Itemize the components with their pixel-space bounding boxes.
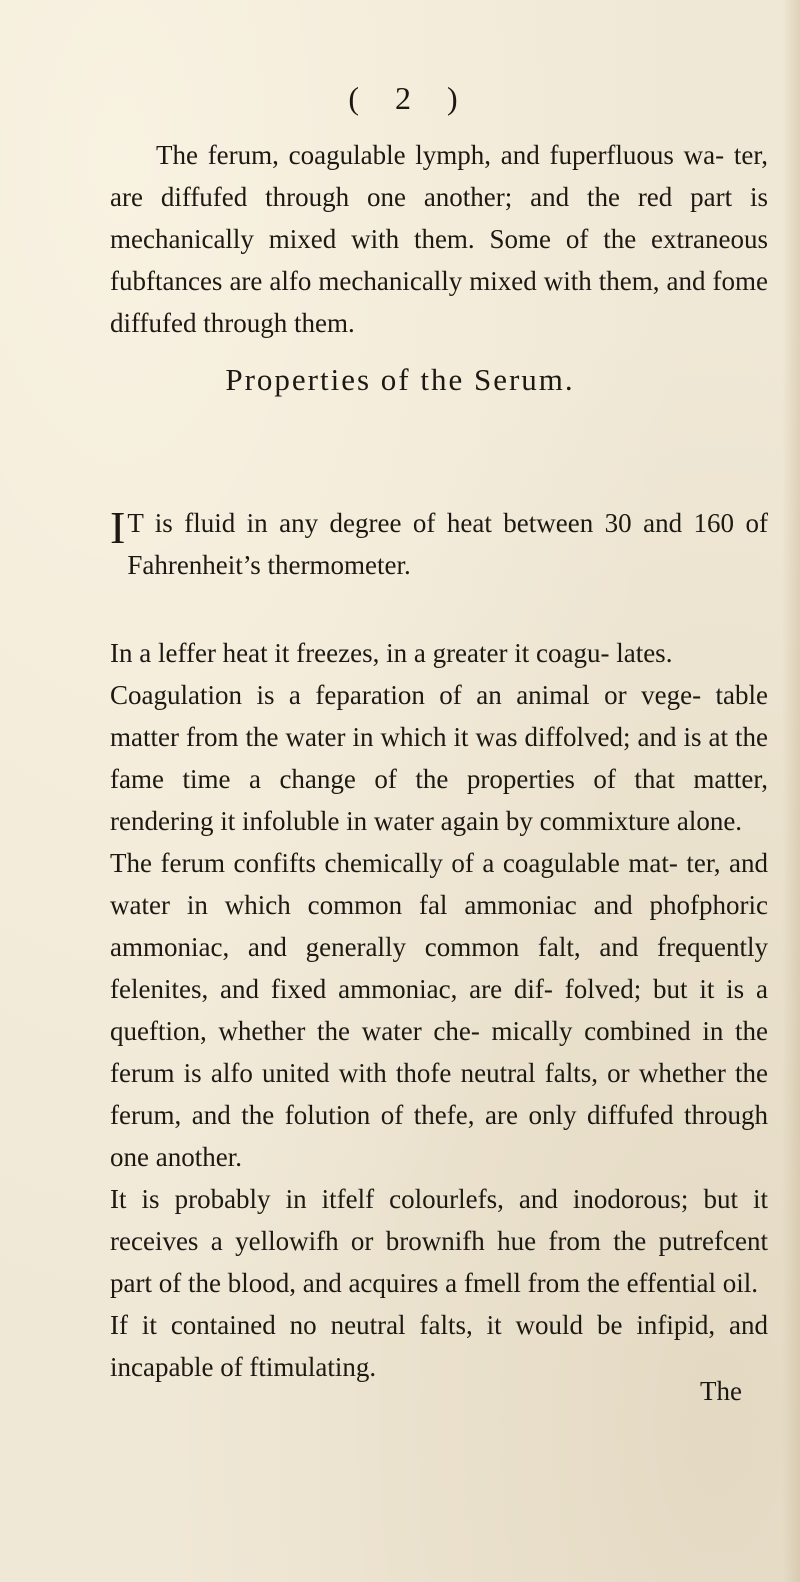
body-paragraph: It is probably in itfelf colourlefs, and inodorous; but it receives a yellowifh or brownifh hue from the putrefcent part of the blood, and acquires a fmell from the effential oil. [110, 1184, 768, 1298]
body-paragraph: Coagulation is a feparation of an animal or vege- table matter from the water in which it was diffolved; and is at the fame time a change of the properties of that matter, rendering it infoluble in water again by commixture alone. [110, 680, 768, 836]
first-body-paragraph-text: T is fluid in any degree of heat between 30 and 160 of Fahrenheit’s thermometer. [127, 508, 768, 580]
catchword: The [700, 1376, 742, 1406]
intro-paragraph-block [110, 134, 768, 344]
body-paragraph: The ferum confifts chemically of a coagulable mat- ter, and water in which common fal ammoniac and phofphoric ammoniac, and generally common falt, and frequently felenites, and fixed ammoniac, are dif- folved; but it is a queftion, whether the water che- mically combined in the ferum is alfo united with thofe neutral falts, or whether the ferum, and the folution of thefe, are only diffufed through one another. [110, 848, 768, 1172]
first-body-paragraph [110, 502, 768, 586]
page-edge-shadow [782, 0, 800, 1582]
dropcap-paragraph-block [110, 502, 768, 586]
section-heading: Properties of the Serum. [225, 362, 575, 397]
body-paragraph: If it contained no neutral falts, it would be infipid, and incapable of ftimulating. [110, 1310, 768, 1382]
intro-paragraph: The ferum, coagulable lymph, and fuperfluous wa- ter, are diffufed through one another; and the red part is mechanically mixed with them. Some of the extraneous fubftances are alfo mechanically mixed with them, and fome diffufed through them. [110, 140, 768, 338]
body-paragraphs [110, 632, 768, 1388]
drop-capital: I [110, 502, 126, 553]
body-paragraph: In a leffer heat it freezes, in a greater it coagu- lates. [110, 638, 673, 668]
page-number: ( 2 ) [348, 80, 472, 116]
